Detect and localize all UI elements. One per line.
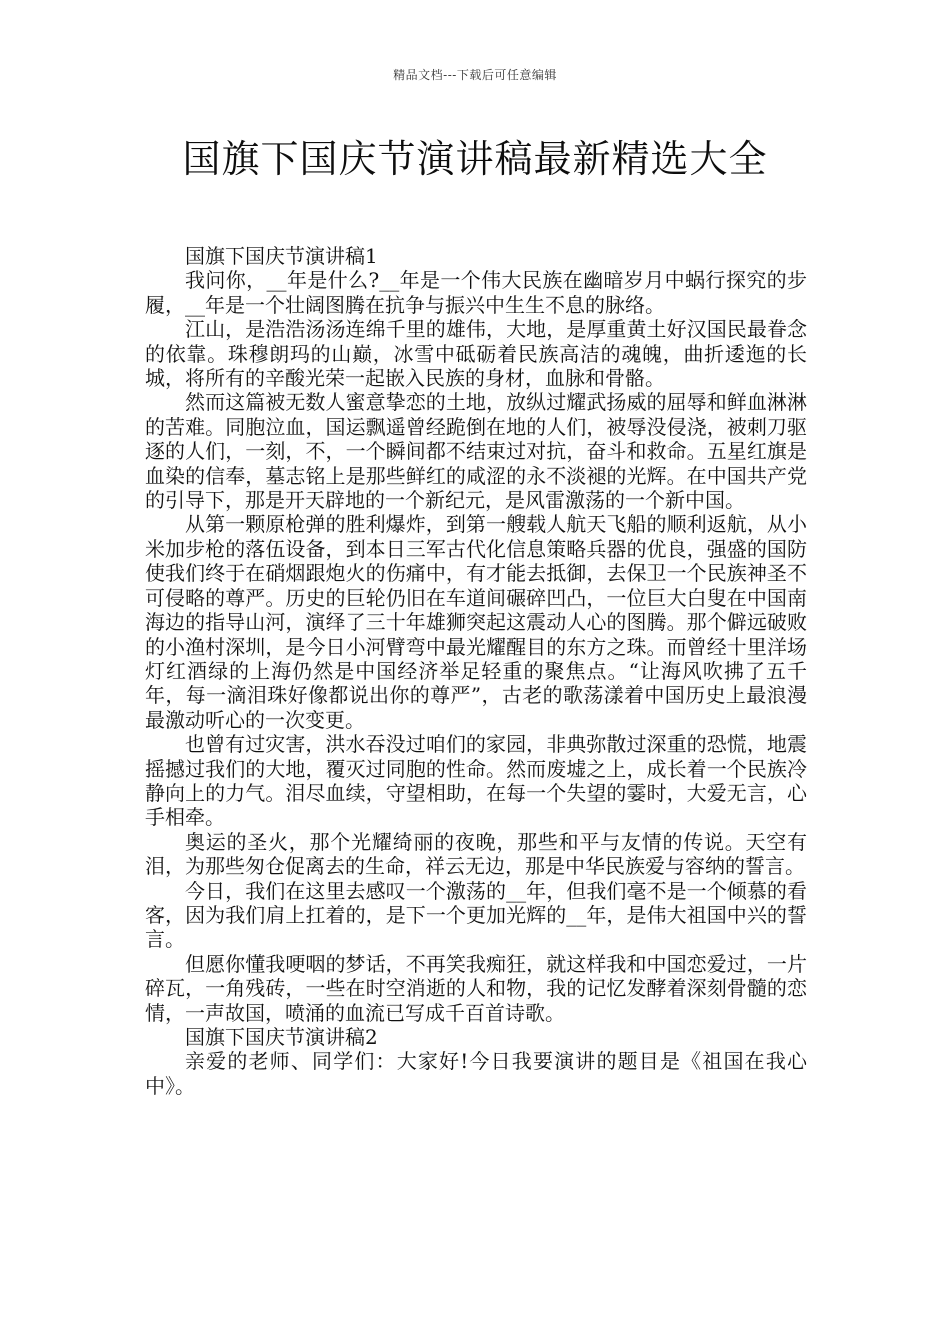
paragraph: 从第一颗原枪弹的胜利爆炸，到第一艘载人航天飞船的顺利返航，从小米加步枪的落伍设备，到本日三军古代化信息策略兵器的优良，强盛的国防使我们终于在硝烟跟炮火的伤痛中，有才能去抵御，去保卫一个民族神圣不可侵略的尊严。历史的巨轮仍旧在车道间碾碎凹凸，一位巨大白叟在中国南海边的指导山河，演绎了三十年雄狮突起这震动人心的图腾。那个僻远破败的小渔村深圳，是今日小河臂弯中最光耀醒目的东方之珠。而曾经十里洋场灯红酒绿的上海仍然是中国经济举足轻重的聚焦点。“让海风吹拂了五千年，每一滴泪珠好像都说出你的尊严”，古老的歌荡漾着中国历史上最浪漫最激动听心的一次变更。 [145,512,807,732]
document-body [145,244,807,1098]
paragraph: 我问你，__年是什么?__年是一个伟大民族在幽暗岁月中蜗行探究的步履，__年是一个壮阔图腾在抗争与振兴中生生不息的脉络。 [145,268,807,317]
paragraph: 今日，我们在这里去感叹一个激荡的__年，但我们毫不是一个倾慕的看客，因为我们肩上扛着的，是下一个更加光辉的__年，是伟大祖国中兴的誓言。 [145,878,807,952]
paragraph: 也曾有过灾害，洪水吞没过咱们的家园，非典弥散过深重的恐慌，地震摇撼过我们的大地，覆灭过同胞的性命。然而废墟之上，成长着一个民族冷静向上的力气。泪尽血续，守望相助，在每一个失望的霎时，大爱无言，心手相牵。 [145,732,807,830]
page-header: 精品文档---下载后可任意编辑 [393,68,557,82]
paragraph: 然而这篇被无数人蜜意挚恋的土地，放纵过耀武扬威的屈辱和鲜血淋淋的苦难。同胞泣血，国运飘遥曾经跪倒在地的人们，被辱没侵浇，被刺刀驱逐的人们，一刻，不，一个瞬间都不结束过对抗，奋斗和救命。五星红旗是血染的信奉，墓志铭上是那些鲜红的咸涩的永不淡褪的光辉。在中国共产党的引导下，那是开天辟地的一个新纪元，是风雷激荡的一个新中国。 [145,390,807,513]
paragraph: 奥运的圣火，那个光耀绮丽的夜晚，那些和平与友情的传说。天空有泪，为那些匆仓促离去的生命，祥云无边，那是中华民族爱与容纳的誓言。 [145,829,807,879]
paragraph: 亲爱的老师、同学们：大家好!今日我要演讲的题目是《祖国在我心中》。 [145,1049,807,1098]
paragraph: 但愿你懂我哽咽的梦话，不再笑我痴狂，就这样我和中国恋爱过，一片碎瓦，一角残砖，一些在时空消逝的人和物，我的记忆发酵着深刻骨髓的恋情，一声故国，喷涌的血流已写成千百首诗歌。 [145,951,807,1025]
section-heading-1: 国旗下国庆节演讲稿1 [185,244,378,268]
document-title: 国旗下国庆节演讲稿最新精选大全 [182,137,768,181]
paragraph: 江山，是浩浩汤汤连绵千里的雄伟，大地，是厚重黄土好汉国民最眷念的依靠。珠穆朗玛的山巅，冰雪中砥砺着民族高洁的魂魄，曲折逶迤的长城，将所有的辛酸光荣一起嵌入民族的身材，血脉和骨骼。 [145,317,807,391]
section-heading-2: 国旗下国庆节演讲稿2 [185,1025,378,1049]
